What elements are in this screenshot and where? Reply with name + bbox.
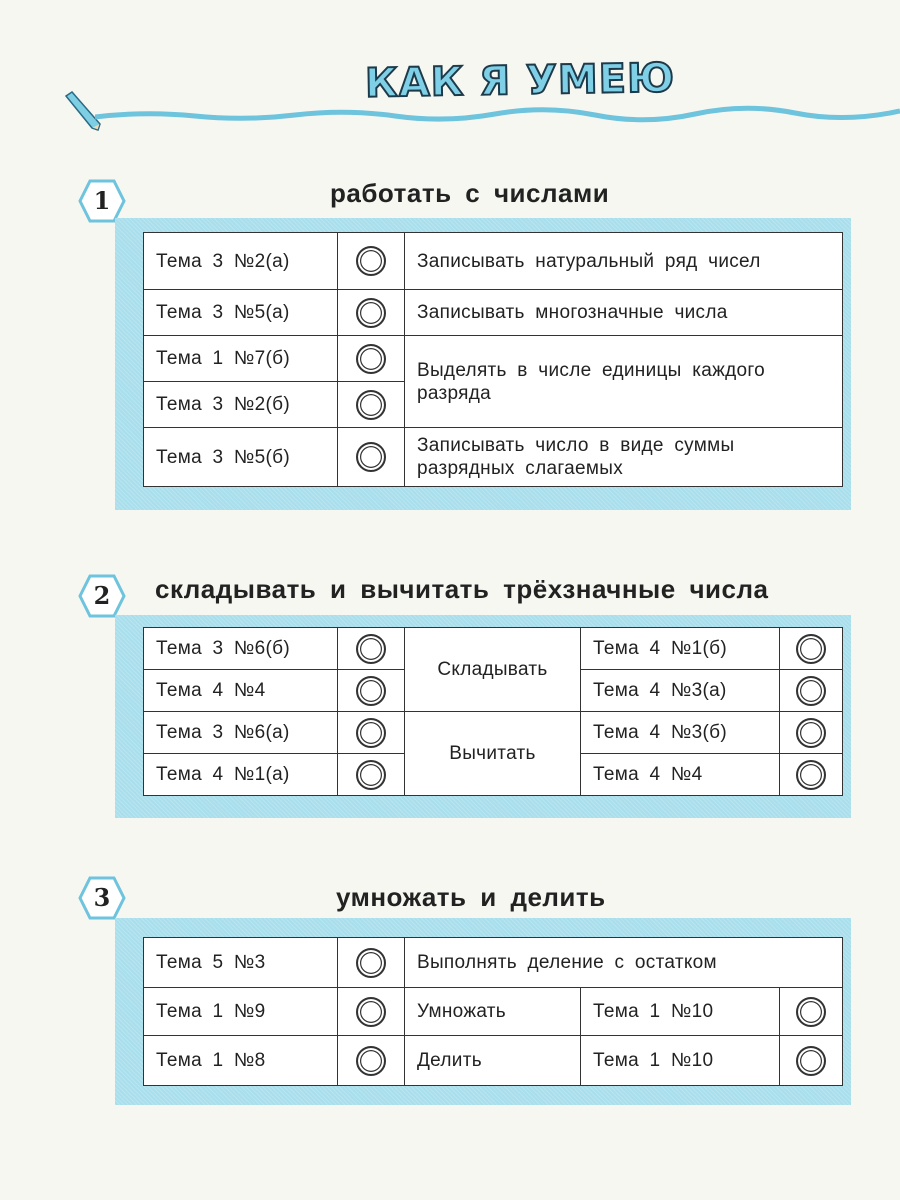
table-row bbox=[144, 233, 843, 290]
skill-cell: Вычитать bbox=[405, 712, 581, 796]
self-assessment-circle[interactable] bbox=[356, 634, 386, 664]
skills-table-2 bbox=[143, 627, 843, 796]
topic-cell: Тема 4 №1(б) bbox=[581, 628, 780, 670]
self-assessment-circle[interactable] bbox=[796, 760, 826, 790]
self-assessment-circle[interactable] bbox=[796, 1046, 826, 1076]
self-assessment-circle[interactable] bbox=[356, 948, 386, 978]
topic-cell: Тема 3 №2(б) bbox=[144, 382, 338, 428]
skill-cell: Складывать bbox=[405, 628, 581, 712]
table-row bbox=[144, 628, 843, 670]
table-row bbox=[144, 428, 843, 487]
section-number-badge: 3 bbox=[78, 876, 126, 920]
self-assessment-circle[interactable] bbox=[356, 344, 386, 374]
topic-cell: Тема 4 №4 bbox=[581, 754, 780, 796]
skills-table-1 bbox=[143, 232, 843, 487]
wavy-divider bbox=[95, 105, 900, 125]
self-assessment-circle[interactable] bbox=[796, 718, 826, 748]
skill-cell: Записывать натуральный ряд чисел bbox=[405, 233, 843, 290]
section-heading: работать с числами bbox=[330, 178, 610, 208]
skill-cell: Выделять в числе единицы каждого разряда bbox=[405, 336, 843, 428]
section-heading: складывать и вычитать трёхзначные числа bbox=[155, 574, 769, 604]
self-assessment-circle[interactable] bbox=[356, 718, 386, 748]
table-row bbox=[144, 1036, 843, 1086]
topic-cell: Тема 5 №3 bbox=[144, 938, 338, 988]
self-assessment-circle[interactable] bbox=[796, 676, 826, 706]
skill-cell: Записывать многозначные числа bbox=[405, 290, 843, 336]
self-assessment-circle[interactable] bbox=[356, 676, 386, 706]
section-number-badge: 2 bbox=[78, 574, 126, 618]
self-assessment-circle[interactable] bbox=[796, 997, 826, 1027]
topic-cell: Тема 1 №10 bbox=[581, 988, 780, 1036]
topic-cell: Тема 3 №5(б) bbox=[144, 428, 338, 487]
table-row bbox=[144, 988, 843, 1036]
self-assessment-circle[interactable] bbox=[356, 1046, 386, 1076]
topic-cell: Тема 3 №6(б) bbox=[144, 628, 338, 670]
topic-cell: Тема 1 №7(б) bbox=[144, 336, 338, 382]
topic-cell: Тема 4 №1(а) bbox=[144, 754, 338, 796]
topic-cell: Тема 3 №6(а) bbox=[144, 712, 338, 754]
topic-cell: Тема 1 №10 bbox=[581, 1036, 780, 1086]
skill-cell: Выполнять деление с остатком bbox=[405, 938, 843, 988]
page-title: КАК Я УМЕЮ bbox=[364, 55, 676, 107]
table-row bbox=[144, 336, 843, 382]
table-row bbox=[144, 938, 843, 988]
skill-cell: Делить bbox=[405, 1036, 581, 1086]
topic-cell: Тема 3 №2(а) bbox=[144, 233, 338, 290]
topic-cell: Тема 4 №3(а) bbox=[581, 670, 780, 712]
table-row bbox=[144, 712, 843, 754]
table-row bbox=[144, 290, 843, 336]
self-assessment-circle[interactable] bbox=[356, 246, 386, 276]
skills-table-3 bbox=[143, 937, 843, 1086]
self-assessment-circle[interactable] bbox=[356, 298, 386, 328]
skill-cell: Умножать bbox=[405, 988, 581, 1036]
section-heading: умножать и делить bbox=[336, 882, 606, 912]
self-assessment-circle[interactable] bbox=[796, 634, 826, 664]
self-assessment-circle[interactable] bbox=[356, 760, 386, 790]
self-assessment-circle[interactable] bbox=[356, 442, 386, 472]
self-assessment-circle[interactable] bbox=[356, 997, 386, 1027]
section-number-badge: 1 bbox=[78, 179, 126, 223]
skill-cell: Записывать число в виде суммы разрядных слагаемых bbox=[405, 428, 843, 487]
self-assessment-circle[interactable] bbox=[356, 390, 386, 420]
topic-cell: Тема 1 №8 bbox=[144, 1036, 338, 1086]
topic-cell: Тема 3 №5(а) bbox=[144, 290, 338, 336]
topic-cell: Тема 4 №3(б) bbox=[581, 712, 780, 754]
topic-cell: Тема 1 №9 bbox=[144, 988, 338, 1036]
topic-cell: Тема 4 №4 bbox=[144, 670, 338, 712]
